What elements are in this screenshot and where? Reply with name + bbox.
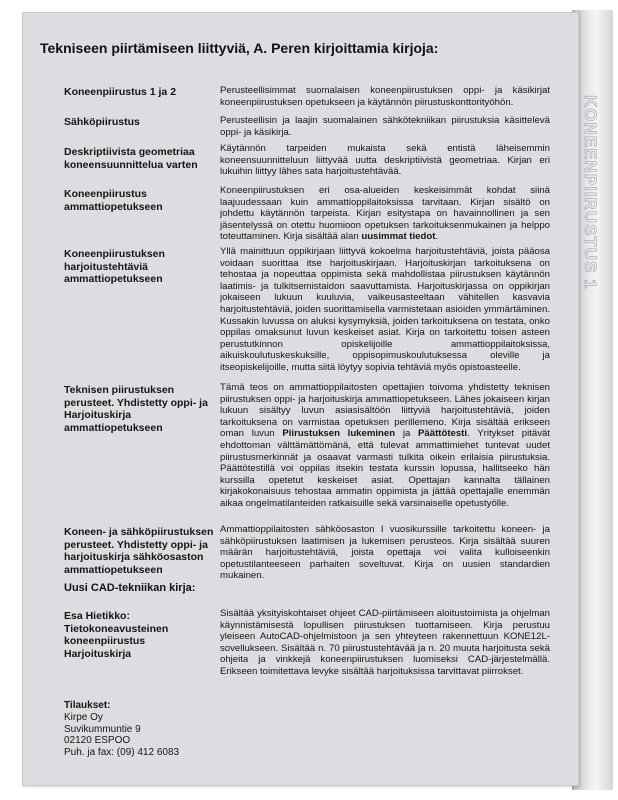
title-line: Koneen- ja sähköpiirustuksen — [64, 526, 214, 538]
book-title-1 — [64, 86, 224, 99]
title-line: ammattiopetukseen — [64, 563, 163, 576]
book-title-4 — [64, 188, 224, 213]
title-line: Harjoituskirja — [64, 409, 132, 421]
order-heading: Tilaukset: — [64, 700, 111, 711]
title-line: Koneenpiirustus 1 ja 2 — [64, 86, 177, 98]
title-line: ammattiopetukseen — [64, 200, 163, 213]
title-line: Sähköpiirustus — [64, 116, 140, 128]
title-line: Harjoituskirja — [64, 647, 132, 660]
title-line: perusteet. Yhdistetty oppi- ja — [64, 538, 208, 551]
title-line: Koneenpiirustuksen — [64, 248, 165, 260]
book-description-1: Perusteellisimmat suomalaisen koneenpiirustuksen oppi- ja käsikirjat koneenpiirustuksen opetukseen ja käytännön piirustuskonttorityöhön. — [220, 85, 550, 108]
title-line: koneenpiirustus — [64, 635, 146, 647]
title-line: Deskriptiivista geometriaa — [64, 146, 195, 158]
title-line: harjoitustehtäviä — [64, 260, 149, 273]
title-line: Esa Hietikko: — [64, 610, 130, 622]
cad-book-title — [64, 610, 224, 660]
book-title-6 — [64, 384, 224, 434]
book-description-3: Käytännön tarpeiden mukaista sekä entistä läheisemmin koneensuunnitteluun liittyvää uutta deskriptiivistä geometriaa. Kirjan eri lukuihin liittyy lähes sata harjoitustehtävää. — [220, 143, 550, 178]
title-line: Koneenpiirustus — [64, 188, 147, 200]
book-title-5 — [64, 248, 224, 286]
order-info — [64, 700, 179, 759]
company-name: Kirpe Oy — [64, 711, 103, 723]
book-description-4: Koneenpiirustuksen eri osa-alueiden keskeisimmät kohdat siinä laajuudessaan kuin ammattioppilaitoksissa tarvitaan. Kirjan sisältö on johdettu käytännön tarpeista. Kirjan esitystapa on havainnollinen ja sen jäsentelyssä on otettu huomioon opetuksen tarkoituksenmukainen ja helppo toteuttaminen. Kirja sisältää alan uusimmat tiedot. — [220, 185, 550, 243]
book-description-7: Ammattioppilaitosten sähköosaston I vuosikurssille tarkoitettu koneen- ja sähköpiirustuksen laatimisen ja lukemisen perusteos. Kirja sisältää suuren määrän harjoitustehtäviä, joista opettaja voi valita kulloiseenkin opetustilanteeseen parhaiten soveltuvat. Kirja on uusien standardien mukainen. — [220, 524, 550, 582]
book-description-2: Perusteellisin ja laajin suomalainen sähkötekniikan piirustuksia käsittelevä oppi- ja käsikirja. — [220, 115, 550, 138]
title-line: Teknisen piirustuksen — [64, 384, 175, 396]
book-title-2 — [64, 116, 224, 129]
cad-book-description: Sisältää yksityiskohtaiset ohjeet CAD-piirtämiseen aloitustoimista ja ohjelman käynnistämisestä lopullisen piirustuksen tuottamiseen. Kirja perustuu yleiseen AutoCAD-ohjelmistoon ja sen yhteyteen rakennettuun KONE12L-sovellukseen. Sisältää n. 70 piirustustehtävää ja n. 20 muuta harjoitusta sekä ohjeita ja vinkkejä koneenpiirustuksen luomiseksi CAD-järjestelmällä. Erikseen toimitettava levyke sisältää harjoituksissa tarvittavat piirrokset. — [220, 608, 550, 677]
title-line: koneensuunnittelua varten — [64, 158, 198, 171]
title-line: ammattiopetukseen — [64, 273, 163, 285]
book-title-7 — [64, 526, 224, 576]
postal-address: 02120 ESPOO — [64, 735, 131, 747]
phone-fax: Puh. ja fax: (09) 412 6083 — [64, 747, 180, 759]
title-line: ammattiopetukseen — [64, 421, 163, 434]
spine-title: KONEENPIIRUSTUS 1 — [581, 95, 600, 290]
title-line: perusteet. Yhdistetty oppi- ja — [64, 396, 208, 409]
street-address: Suvikummuntie 9 — [64, 723, 141, 735]
cad-section-heading: Uusi CAD-tekniikan kirja: — [64, 582, 196, 594]
book-description-5: Yllä mainittuun oppikirjaan liittyvä kokoelma harjoitustehtäviä, joista pääosa voidaan suorittaa itse harjoituskirjaan. Harjoituskirjan tarkoituksena on tehostaa ja nopeuttaa oppimista sekä mahdollistaa piirustuksen käytännön laatimis- ja tulkitsemistaidon saavuttamista. Harjoituskirjassa on oppikirjan jokaiseen lukuun kuuluvia, vaikeusasteeltaan vähitellen kasvavia harjoitustehtäviä, joiden suorittamisella varmistetaan asioiden ymmärtäminen. Kussakin luvussa on aluksi kysymyksiä, joiden tarkoituksena on testata, onko oppilas omaksunut luvun keskeiset asiat. Kirja on tarkoitettu toisen asteen perustutkinnon opiskelijoille ammattioppilaitoksissa, aikuiskoulutuskeskuksille, oppisopimuskoulutuksessa oleville ja itseopiskelijoille, mutta siitä löytyy sopivia tehtäviä myös opistoasteelle. — [220, 246, 550, 373]
title-line: Tietokoneavusteinen — [64, 622, 169, 635]
book-description-6: Tämä teos on ammattioppilaitosten opettajien toivoma yhdistetty teknisen piirustuksen oppi- ja harjoituskirja ammattiopetukseen. Lähes jokaiseen kirjan lukuun sisältyy luvun asiasisältöön liittyviä harjoitustehtäviä, joiden tarkoituksena on varmistaa opetuksen perillemeno. Kirja sisältää erikseen oman luvun Piirustuksen lukeminen ja Päättötesti. Yritykset pitävät ehdottoman välttämättömänä, että tulevat ammattimiehet tuntevat uudet piirustusmerkinnät ja osaavat varmasti tulkita oikein erilaisia piirustuksia. Päättötestillä voi oppilas itsekin testata kurssin lopussa, hallitseeko hän kurssilla opetetut keskeiset asiat. Opettajan kannalta tällainen kirjakokonaisuus tehostaa ammatin oppimista ja jättää opettajalle enemmän aikaa ongelmatilanteiden ratkaisuille sekä varsinaiselle opetustyölle. — [220, 382, 551, 509]
page-title: Tekniseen piirtämiseen liittyviä, A. Peren kirjoittamia kirjoja: — [40, 40, 439, 56]
book-title-3 — [64, 146, 224, 171]
title-line: harjoituskirja sähköosaston — [64, 551, 204, 563]
